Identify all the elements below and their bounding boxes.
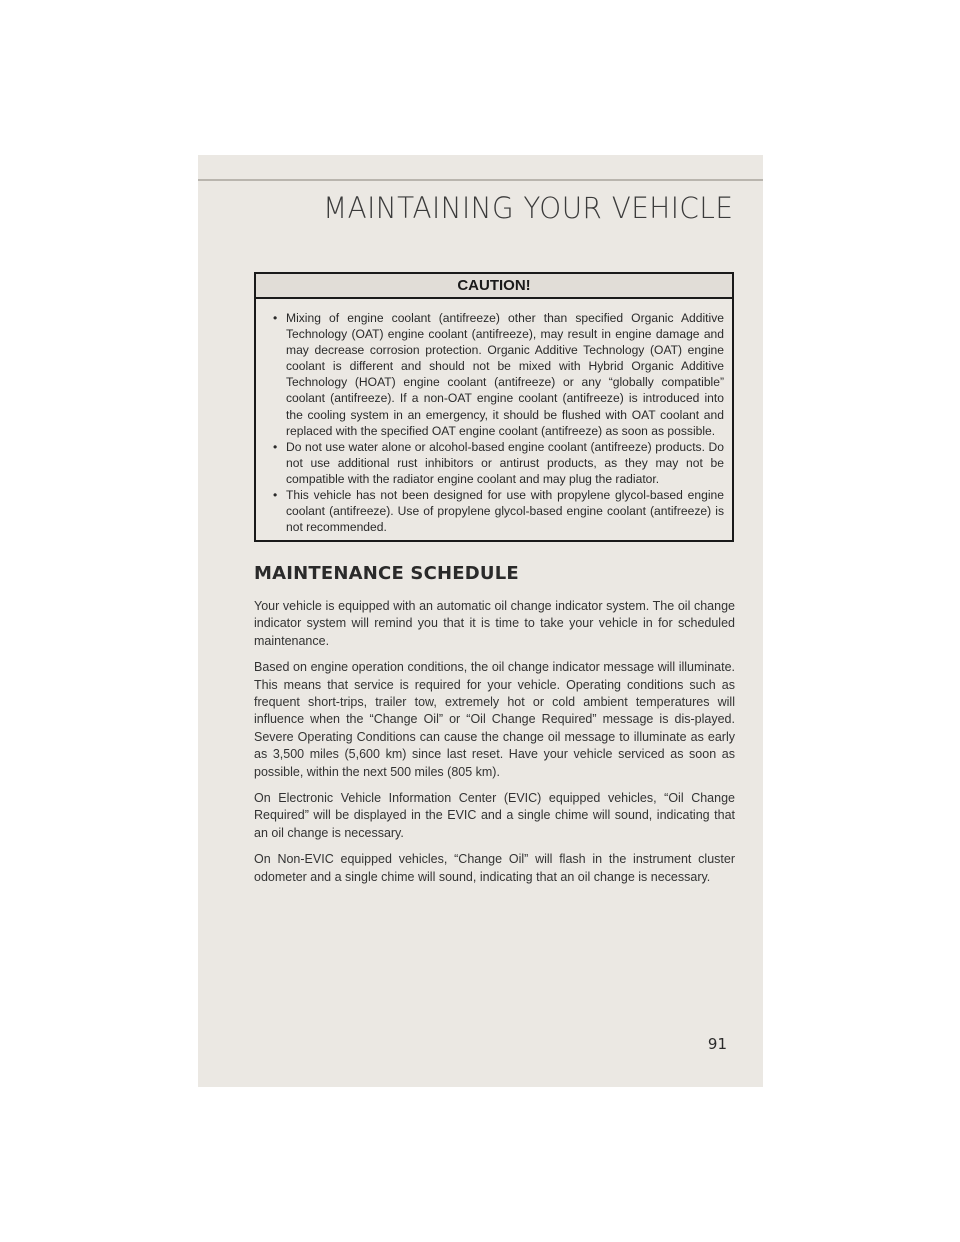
caution-item-text: This vehicle has not been designed for use with propylene glycol-based engine coolant (antifreeze). Use of propylene glycol-based engine coolant (antifreeze) is not recommended. [286,488,724,535]
paragraph: Your vehicle is equipped with an automatic oil change indicator system. The oil change indicator system will remind you that it is time to take your vehicle in for scheduled maintenance. [254,599,735,648]
paragraph: Based on engine operation conditions, the oil change indicator message will illuminate. This means that service is required for your vehicle. Operating conditions such as frequent short-trips, trailer tow, extremely hot or cold ambient temperatures will influence when the “Change Oil” or “Oil Change Required” message is dis-played. Severe Operating Conditions can cause the change oil message to illuminate as early as 3,500 miles (5,600 km) since last reset. Have your vehicle serviced as soon as possible, within the next 500 miles (805 km). [254,660,735,779]
manual-page [198,155,763,1087]
paragraph: On Electronic Vehicle Information Center (EVIC) equipped vehicles, “Oil Change Required” will be displayed in the EVIC and a single chime will sound, indicating that an oil change is necessary. [254,791,735,840]
caution-item-text: Mixing of engine coolant (antifreeze) other than specified Organic Additive Technology (OAT) engine coolant (antifreeze), may result in engine damage and may decrease corrosion protection. Organic Additive Technology (OAT) engine coolant is different and should not be mixed with Hybrid Organic Additive Technology (HOAT) engine coolant (antifreeze) or any “globally compatible” coolant (antifreeze). If a non-OAT engine coolant (antifreeze) is introduced into the cooling system in an emergency, it should be flushed with OAT coolant and replaced with the specified OAT engine coolant (antifreeze) as soon as possible. [286,311,724,438]
caution-item [273,310,724,439]
header-rule [198,179,763,181]
caution-box [254,272,734,542]
caution-title: CAUTION! [256,274,732,299]
caution-list [256,299,732,535]
paragraph: On Non-EVIC equipped vehicles, “Change Oil” will flash in the instrument cluster odometer and a single chime will sound, indicating that an oil change is necessary. [254,852,735,884]
bullet-icon: • [273,311,278,325]
body-text [254,598,735,895]
caution-item [273,439,724,487]
bullet-icon: • [273,488,278,503]
running-head: MAINTAINING YOUR VEHICLE [322,191,733,225]
bullet-icon: • [273,439,278,454]
section-heading: MAINTENANCE SCHEDULE [254,563,519,584]
caution-item-text: Do not use water alone or alcohol-based engine coolant (antifreeze) products. Do not use additional rust inhibitors or antirust products, as they may not be compatible with the radiator engine coolant and may plug the radiator. [286,439,724,486]
page-number: 91 [707,1035,727,1053]
caution-item [273,487,724,535]
